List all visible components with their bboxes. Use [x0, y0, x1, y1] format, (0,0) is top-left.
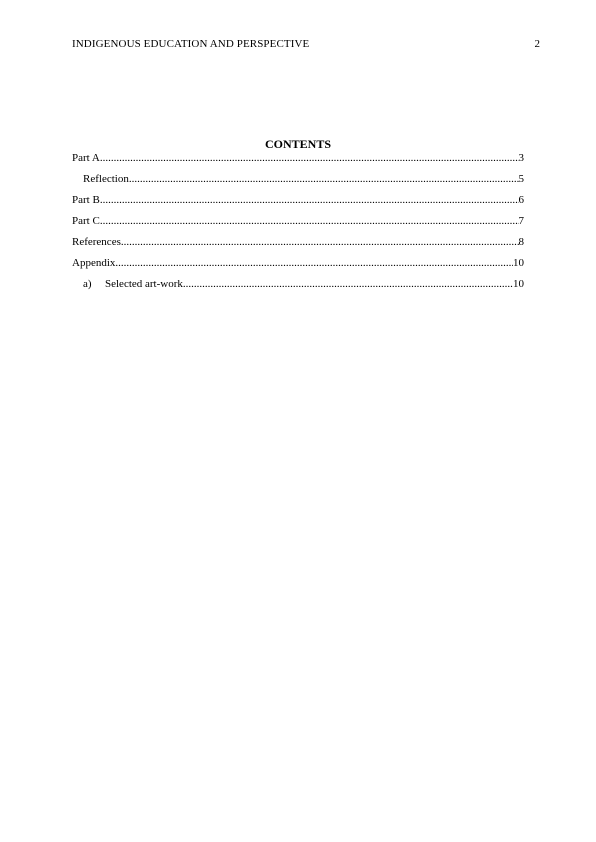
toc-entry-part-a[interactable] [72, 150, 524, 171]
toc-dot-leader [100, 213, 519, 229]
toc-entry-references[interactable] [72, 234, 524, 255]
toc-entry-selected-art-work[interactable] [72, 276, 524, 297]
toc-entry-page: 7 [518, 215, 524, 227]
toc-entry-text: Part B [72, 194, 100, 206]
toc-heading: CONTENTS [264, 137, 332, 151]
toc-entry-marker: a) [83, 278, 92, 290]
toc-entry-part-c[interactable] [72, 213, 524, 234]
table-of-contents [72, 150, 524, 297]
page-number: 2 [534, 38, 540, 50]
toc-dot-leader [183, 276, 513, 292]
toc-entry-text: Selected art-work [105, 278, 183, 290]
toc-entry-page: 6 [518, 194, 524, 206]
toc-entry-page: 8 [518, 236, 524, 248]
toc-entry-page: 10 [513, 257, 524, 269]
toc-entry-text: References [72, 236, 121, 248]
page-header [72, 36, 540, 52]
toc-entry-page: 3 [518, 152, 524, 164]
toc-entry-text: Reflection [83, 173, 129, 185]
toc-dot-leader [129, 171, 519, 187]
toc-dot-leader [100, 192, 519, 208]
toc-dot-leader [100, 150, 519, 166]
toc-entry-part-b[interactable] [72, 192, 524, 213]
toc-entry-page: 5 [518, 173, 524, 185]
toc-entry-reflection[interactable] [72, 171, 524, 192]
toc-entry-appendix[interactable] [72, 255, 524, 276]
toc-entry-text: Appendix [72, 257, 116, 269]
toc-entry-text: Part A [72, 152, 100, 164]
toc-dot-leader [115, 255, 513, 271]
toc-dot-leader [121, 234, 519, 250]
running-head: INDIGENOUS EDUCATION AND PERSPECTIVE [72, 38, 310, 50]
toc-entry-page: 10 [513, 278, 524, 290]
toc-entry-text: Part C [72, 215, 100, 227]
